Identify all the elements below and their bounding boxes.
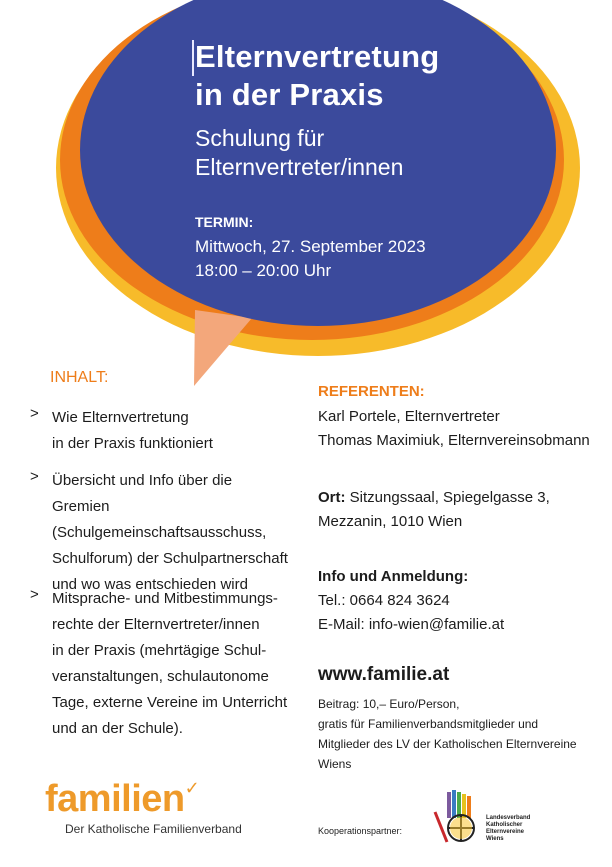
referent-1: Karl Portele, Elternvertreter bbox=[318, 408, 500, 425]
referent-2: Thomas Maximiuk, Elternvereinsobmann bbox=[318, 432, 590, 449]
ort-label: Ort: bbox=[318, 489, 346, 506]
partner-logo-text bbox=[486, 815, 530, 843]
title-accent-line bbox=[192, 40, 194, 76]
page-title bbox=[195, 38, 439, 114]
ort-address: Sitzungssaal, Spiegelgasse 3, bbox=[349, 489, 550, 506]
referenten-heading: REFERENTEN: bbox=[318, 383, 425, 400]
partner-line-4: Wiens bbox=[486, 836, 504, 842]
info-heading: Info und Anmeldung: bbox=[318, 568, 469, 585]
bullet-arrow-icon: > bbox=[30, 405, 39, 422]
beitrag-block bbox=[318, 694, 577, 774]
subtitle bbox=[195, 124, 403, 182]
termin-details bbox=[195, 235, 426, 283]
termin-time: 18:00 – 20:00 Uhr bbox=[195, 261, 332, 280]
beitrag-line-1: Beitrag: 10,– Euro/Person, bbox=[318, 697, 460, 711]
partner-logo-icon bbox=[433, 790, 483, 848]
bullet-arrow-icon: > bbox=[30, 468, 39, 485]
inhalt-item-text: Übersicht und Info über die Gremien (Schulgemeinschaftsausschuss, Schulforum) der Schulpartnerschaft und wo was entschieden wird bbox=[52, 472, 288, 593]
info-block bbox=[318, 565, 504, 637]
beitrag-line-4: Wiens bbox=[318, 757, 352, 771]
logo-tagline: Der Katholische Familienverband bbox=[65, 822, 242, 836]
partner-line-1: Landesverband bbox=[486, 815, 531, 821]
bullet-arrow-icon: > bbox=[30, 586, 39, 603]
beitrag-line-2: gratis für Familienverbandsmitglieder und bbox=[318, 717, 539, 731]
familien-logo-text: familien bbox=[45, 778, 185, 820]
beitrag-line-3: Mitglieder des LV der Katholischen Elternvereine bbox=[318, 737, 577, 751]
info-tel[interactable]: Tel.: 0664 824 3624 bbox=[318, 592, 450, 609]
ort-line-2: Mezzanin, 1010 Wien bbox=[318, 513, 463, 530]
title-line-1: Elternvertretung bbox=[195, 39, 440, 74]
website-link[interactable]: www.familie.at bbox=[318, 664, 450, 685]
referenten-list bbox=[318, 405, 590, 453]
ort-block bbox=[318, 486, 550, 534]
termin-label: TERMIN: bbox=[195, 214, 254, 230]
inhalt-heading: INHALT: bbox=[50, 369, 109, 386]
logo-check-icon: ✓ bbox=[184, 778, 200, 798]
partner-line-2: Katholischer bbox=[486, 822, 523, 828]
info-email[interactable]: E-Mail: info-wien@familie.at bbox=[318, 616, 505, 633]
ort-line-1 bbox=[318, 486, 550, 510]
title-line-2: in der Praxis bbox=[195, 77, 384, 112]
inhalt-item-text: Mitsprache- und Mitbestimmungs- rechte der Elternvertreter/innen in der Praxis (mehrtägige Schul- veranstaltungen, schulautonome Tage, externe Vereine im Unterricht und an der Schule). bbox=[52, 590, 288, 737]
subtitle-line-1: Schulung für bbox=[195, 125, 325, 151]
subtitle-line-2: Elternvertreter/innen bbox=[195, 154, 404, 180]
inhalt-item-text: Wie Elternvertretung in der Praxis funktioniert bbox=[52, 409, 213, 452]
termin-date: Mittwoch, 27. September 2023 bbox=[195, 237, 426, 256]
familien-logo bbox=[45, 778, 199, 821]
partner-line-3: Elternvereine bbox=[486, 829, 525, 835]
kooperation-label: Kooperationspartner: bbox=[318, 826, 403, 836]
